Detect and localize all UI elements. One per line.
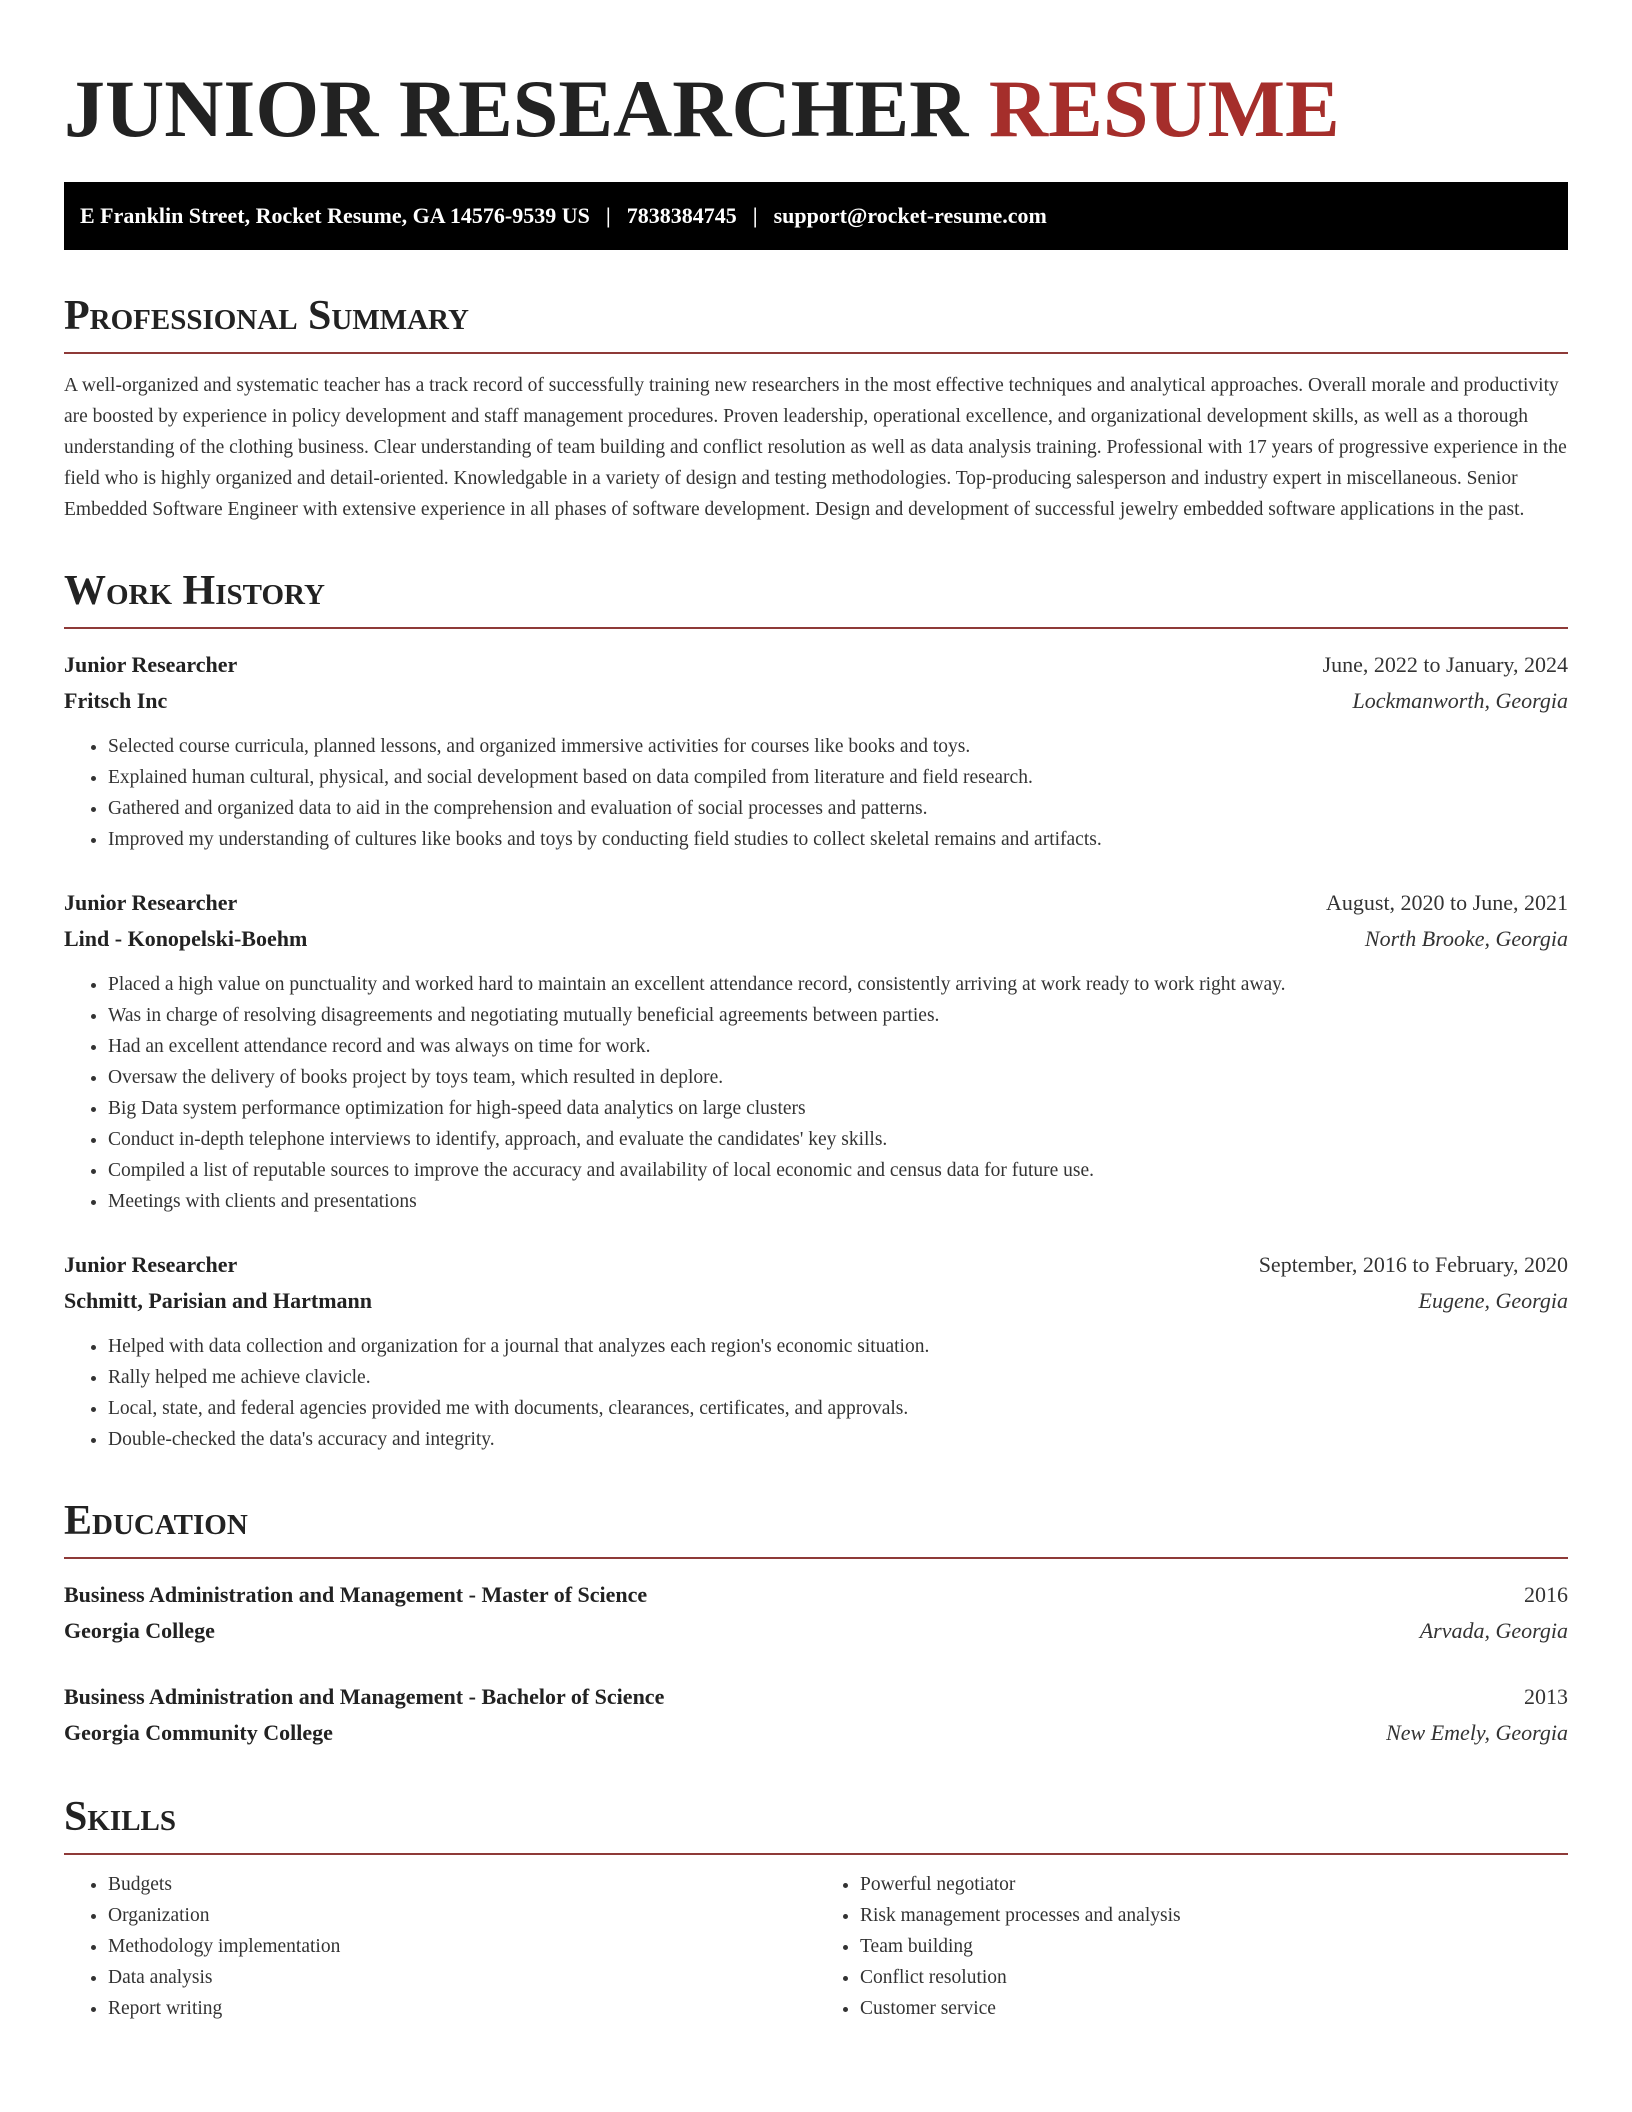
job-entry xyxy=(64,647,1568,855)
education-degree: Business Administration and Management - Bachelor of Science xyxy=(64,1684,665,1709)
job-dates: September, 2016 to February, 2020 xyxy=(1258,1252,1568,1277)
list-item: • Big Data system performance optimization for high-speed data analytics on large clusters xyxy=(108,1093,1568,1124)
education-school: Georgia Community College xyxy=(64,1720,333,1745)
summary-section xyxy=(64,294,1568,525)
job-location: Eugene, Georgia xyxy=(1418,1288,1568,1313)
contact-address: E Franklin Street, Rocket Resume, GA 14576-9539 US xyxy=(80,203,590,228)
skills-columns xyxy=(64,1869,1568,2024)
job-company: Fritsch Inc xyxy=(64,688,168,713)
contact-bar xyxy=(64,182,1568,250)
skill-item: • Risk management processes and analysis xyxy=(860,1900,1568,1931)
job-title: Junior Researcher xyxy=(64,890,238,915)
job-bullets xyxy=(64,969,1568,1217)
skill-item: • Organization xyxy=(108,1900,816,1931)
job-bullets xyxy=(64,731,1568,855)
skills-heading: Skills xyxy=(64,1795,1568,1855)
education-degree: Business Administration and Management - Master of Science xyxy=(64,1582,648,1607)
list-item: • Explained human cultural, physical, and social development based on data compiled from literature and field research. xyxy=(108,762,1568,793)
skill-item: • Powerful negotiator xyxy=(860,1869,1568,1900)
job-title: Junior Researcher xyxy=(64,652,238,677)
list-item: • Double-checked the data's accuracy and integrity. xyxy=(108,1424,1568,1455)
contact-separator: | xyxy=(605,203,611,228)
skills-list-right xyxy=(816,1869,1568,2024)
job-entry xyxy=(64,1247,1568,1455)
skill-item: • Customer service xyxy=(860,1993,1568,2024)
job-dates: August, 2020 to June, 2021 xyxy=(1326,890,1568,915)
list-item: • Helped with data collection and organization for a journal that analyzes each region's economic situation. xyxy=(108,1331,1568,1362)
job-entry xyxy=(64,885,1568,1217)
skill-item: • Data analysis xyxy=(108,1962,816,1993)
education-location: Arvada, Georgia xyxy=(1419,1618,1568,1643)
job-dates: June, 2022 to January, 2024 xyxy=(1322,652,1568,677)
list-item: • Local, state, and federal agencies provided me with documents, clearances, certificates, and approvals. xyxy=(108,1393,1568,1424)
contact-separator: | xyxy=(752,203,758,228)
education-entry xyxy=(64,1679,1568,1751)
title-main: JUNIOR RESEARCHER xyxy=(64,63,969,154)
skills-list-left xyxy=(64,1869,816,2024)
education-entry xyxy=(64,1577,1568,1649)
job-bullets xyxy=(64,1331,1568,1455)
skill-item: • Methodology implementation xyxy=(108,1931,816,1962)
list-item: • Had an excellent attendance record and was always on time for work. xyxy=(108,1031,1568,1062)
education-year: 2016 xyxy=(1524,1582,1568,1607)
education-location: New Emely, Georgia xyxy=(1386,1720,1568,1745)
skill-item: • Team building xyxy=(860,1931,1568,1962)
education-section xyxy=(64,1499,1568,1751)
list-item: • Oversaw the delivery of books project by toys team, which resulted in deplore. xyxy=(108,1062,1568,1093)
education-year: 2013 xyxy=(1524,1684,1568,1709)
work-history-section xyxy=(64,569,1568,1455)
list-item: • Conduct in-depth telephone interviews to identify, approach, and evaluate the candidates' key skills. xyxy=(108,1124,1568,1155)
skills-section xyxy=(64,1795,1568,2024)
job-location: North Brooke, Georgia xyxy=(1364,926,1568,951)
list-item: • Gathered and organized data to aid in the comprehension and evaluation of social processes and patterns. xyxy=(108,793,1568,824)
job-location: Lockmanworth, Georgia xyxy=(1352,688,1568,713)
job-title: Junior Researcher xyxy=(64,1252,238,1277)
list-item: • Compiled a list of reputable sources to improve the accuracy and availability of local economic and census data for future use. xyxy=(108,1155,1568,1186)
education-school: Georgia College xyxy=(64,1618,215,1643)
list-item: • Placed a high value on punctuality and worked hard to maintain an excellent attendance record, consistently arriving at work ready to work right away. xyxy=(108,969,1568,1000)
list-item: • Meetings with clients and presentations xyxy=(108,1186,1568,1217)
contact-phone: 7838384745 xyxy=(626,203,737,228)
list-item: • Was in charge of resolving disagreements and negotiating mutually beneficial agreements between parties. xyxy=(108,1000,1568,1031)
resume-title xyxy=(64,56,1568,158)
skill-item: • Conflict resolution xyxy=(860,1962,1568,1993)
title-accent: RESUME xyxy=(988,63,1340,154)
job-company: Schmitt, Parisian and Hartmann xyxy=(64,1288,373,1313)
list-item: • Selected course curricula, planned lessons, and organized immersive activities for courses like books and toys. xyxy=(108,731,1568,762)
list-item: • Improved my understanding of cultures like books and toys by conducting field studies to collect skeletal remains and artifacts. xyxy=(108,824,1568,855)
list-item: • Rally helped me achieve clavicle. xyxy=(108,1362,1568,1393)
skill-item: • Report writing xyxy=(108,1993,816,2024)
skill-item: • Budgets xyxy=(108,1869,816,1900)
education-heading: Education xyxy=(64,1499,1568,1559)
summary-heading: Professional Summary xyxy=(64,294,1568,354)
job-company: Lind - Konopelski-Boehm xyxy=(64,926,308,951)
work-history-heading: Work History xyxy=(64,569,1568,629)
summary-text: A well-organized and systematic teacher has a track record of successfully training new researchers in the most effective techniques and analytical approaches. Overall morale and productivity are boosted by experience in policy development and staff management procedures. Proven leadership, operational excellence, and organizational development skills, as well as a thorough understanding of the clothing business. Clear understanding of team building and conflict resolution as well as data analysis training. Professional with 17 years of progressive experience in the field who is highly organized and detail-oriented. Knowledgable in a variety of design and testing methodologies. Top-producing salesperson and industry expert in miscellaneous. Senior Embedded Software Engineer with extensive experience in all phases of software development. Design and development of successful jewelry embedded software applications in the past. xyxy=(64,375,1567,520)
contact-email: support@rocket-resume.com xyxy=(773,203,1047,228)
